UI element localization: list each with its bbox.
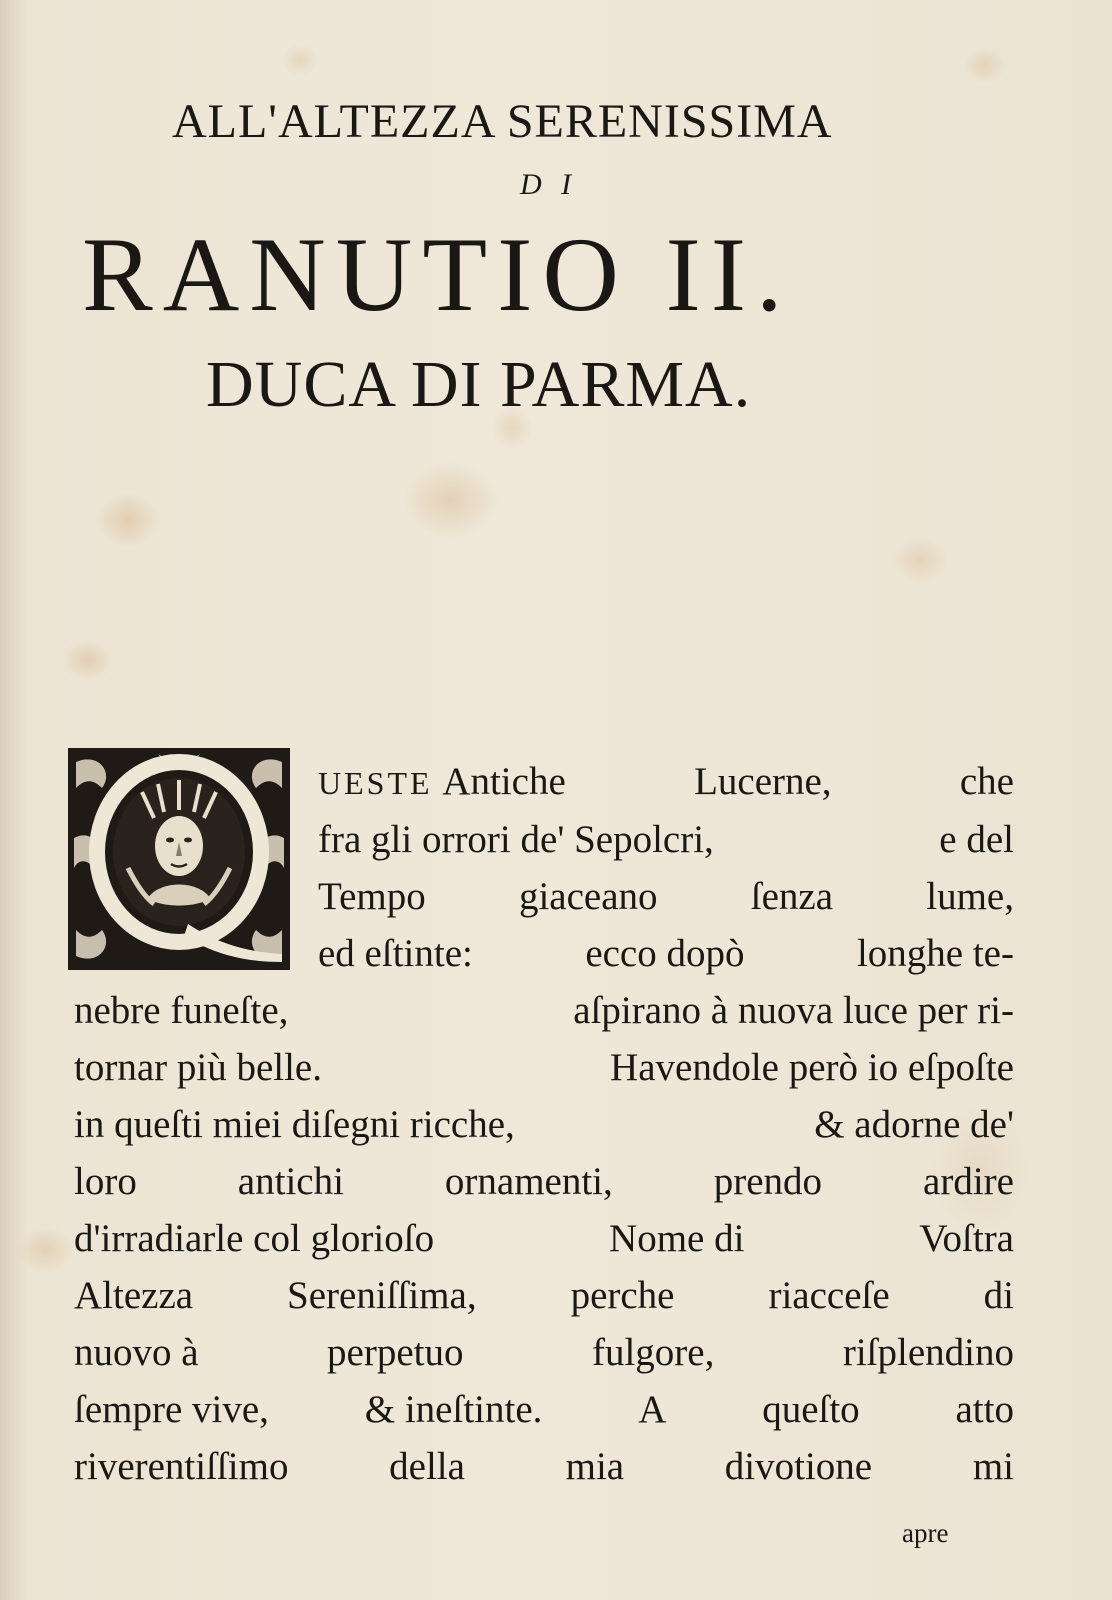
dedicatee-title: DUCA DI PARMA. <box>206 348 752 421</box>
body-word: A <box>638 1388 667 1431</box>
body-word: della <box>389 1445 465 1488</box>
body-line-2 <box>318 820 1014 859</box>
body-line-13 <box>74 1447 1014 1486</box>
body-word: in queſti miei diſegni ricche, <box>74 1103 515 1146</box>
body-word: Lucerne, <box>694 760 832 803</box>
body-word: prendo <box>713 1160 823 1203</box>
body-line-1 <box>318 762 1014 801</box>
body-line-11 <box>74 1333 1014 1372</box>
dedicatee-name: RANUTIO II. <box>82 216 793 333</box>
body-word: aſpirano à nuova luce per ri- <box>573 989 1014 1032</box>
body-word: antichi <box>237 1160 344 1203</box>
body-word: ſempre vive, <box>74 1388 269 1431</box>
body-word: di <box>983 1274 1014 1317</box>
body-word: loro <box>74 1160 137 1203</box>
ornamental-initial-q-with-face-icon <box>68 748 290 970</box>
dedication-heading: ALL'ALTEZZA SERENISSIMA <box>172 95 833 148</box>
body-word: longhe te- <box>856 932 1014 975</box>
body-line-12 <box>74 1390 1014 1429</box>
body-word: fulgore, <box>591 1331 715 1374</box>
body-line-8 <box>74 1162 1014 1201</box>
body-word: e del <box>939 818 1014 861</box>
body-line-1-lead <box>318 762 566 801</box>
body-word: divotione <box>724 1445 873 1488</box>
body-word: atto <box>955 1388 1014 1431</box>
body-line-9 <box>74 1219 1014 1258</box>
body-word: Tempo <box>318 875 426 918</box>
body-word: Altezza <box>74 1274 194 1317</box>
body-word: che <box>959 760 1014 803</box>
body-line-6 <box>74 1048 1014 1087</box>
body-word: Voſtra <box>919 1217 1014 1260</box>
body-word: d'irradiarle col glorioſo <box>74 1217 435 1260</box>
body-word: nuovo à <box>74 1331 199 1374</box>
body-word: riſplendino <box>842 1331 1014 1374</box>
body-word: riverentiſſimo <box>74 1445 289 1488</box>
body-line-10 <box>74 1276 1014 1315</box>
body-word: & ineſtinte. <box>364 1388 543 1431</box>
body-word: ed eſtinte: <box>318 932 473 975</box>
body-word: fra gli orrori de' Sepolcri, <box>318 818 714 861</box>
body-word: queſto <box>762 1388 860 1431</box>
body-word: Sereniſſima, <box>287 1274 477 1317</box>
body-word: riacceſe <box>768 1274 890 1317</box>
body-word: Nome di <box>609 1217 745 1260</box>
body-word: lume, <box>926 875 1014 918</box>
body-word: Havendole però io eſpoſte <box>610 1046 1014 1089</box>
body-word: ornamenti, <box>444 1160 613 1203</box>
body-word: Antiche <box>442 760 566 803</box>
body-line-7 <box>74 1105 1014 1144</box>
dedication-preposition: D I <box>520 168 578 201</box>
body-word: mi <box>972 1445 1014 1488</box>
body-line-4 <box>318 934 1014 973</box>
body-word: tornar più belle. <box>74 1046 322 1089</box>
body-word: mia <box>565 1445 625 1488</box>
body-word: ecco dopò <box>585 932 745 975</box>
body-word: nebre funeſte, <box>74 989 289 1032</box>
body-word: perche <box>570 1274 675 1317</box>
body-word: giaceano <box>518 875 658 918</box>
catchword: apre <box>902 1518 949 1548</box>
body-line-5 <box>74 991 1014 1030</box>
body-word: ſenza <box>750 875 834 918</box>
body-word: perpetuo <box>327 1331 464 1374</box>
body-word: & adorne de' <box>814 1103 1014 1146</box>
small-caps-word: UESTE <box>318 765 433 801</box>
body-word: ardire <box>923 1160 1014 1203</box>
body-line-3 <box>318 877 1014 916</box>
